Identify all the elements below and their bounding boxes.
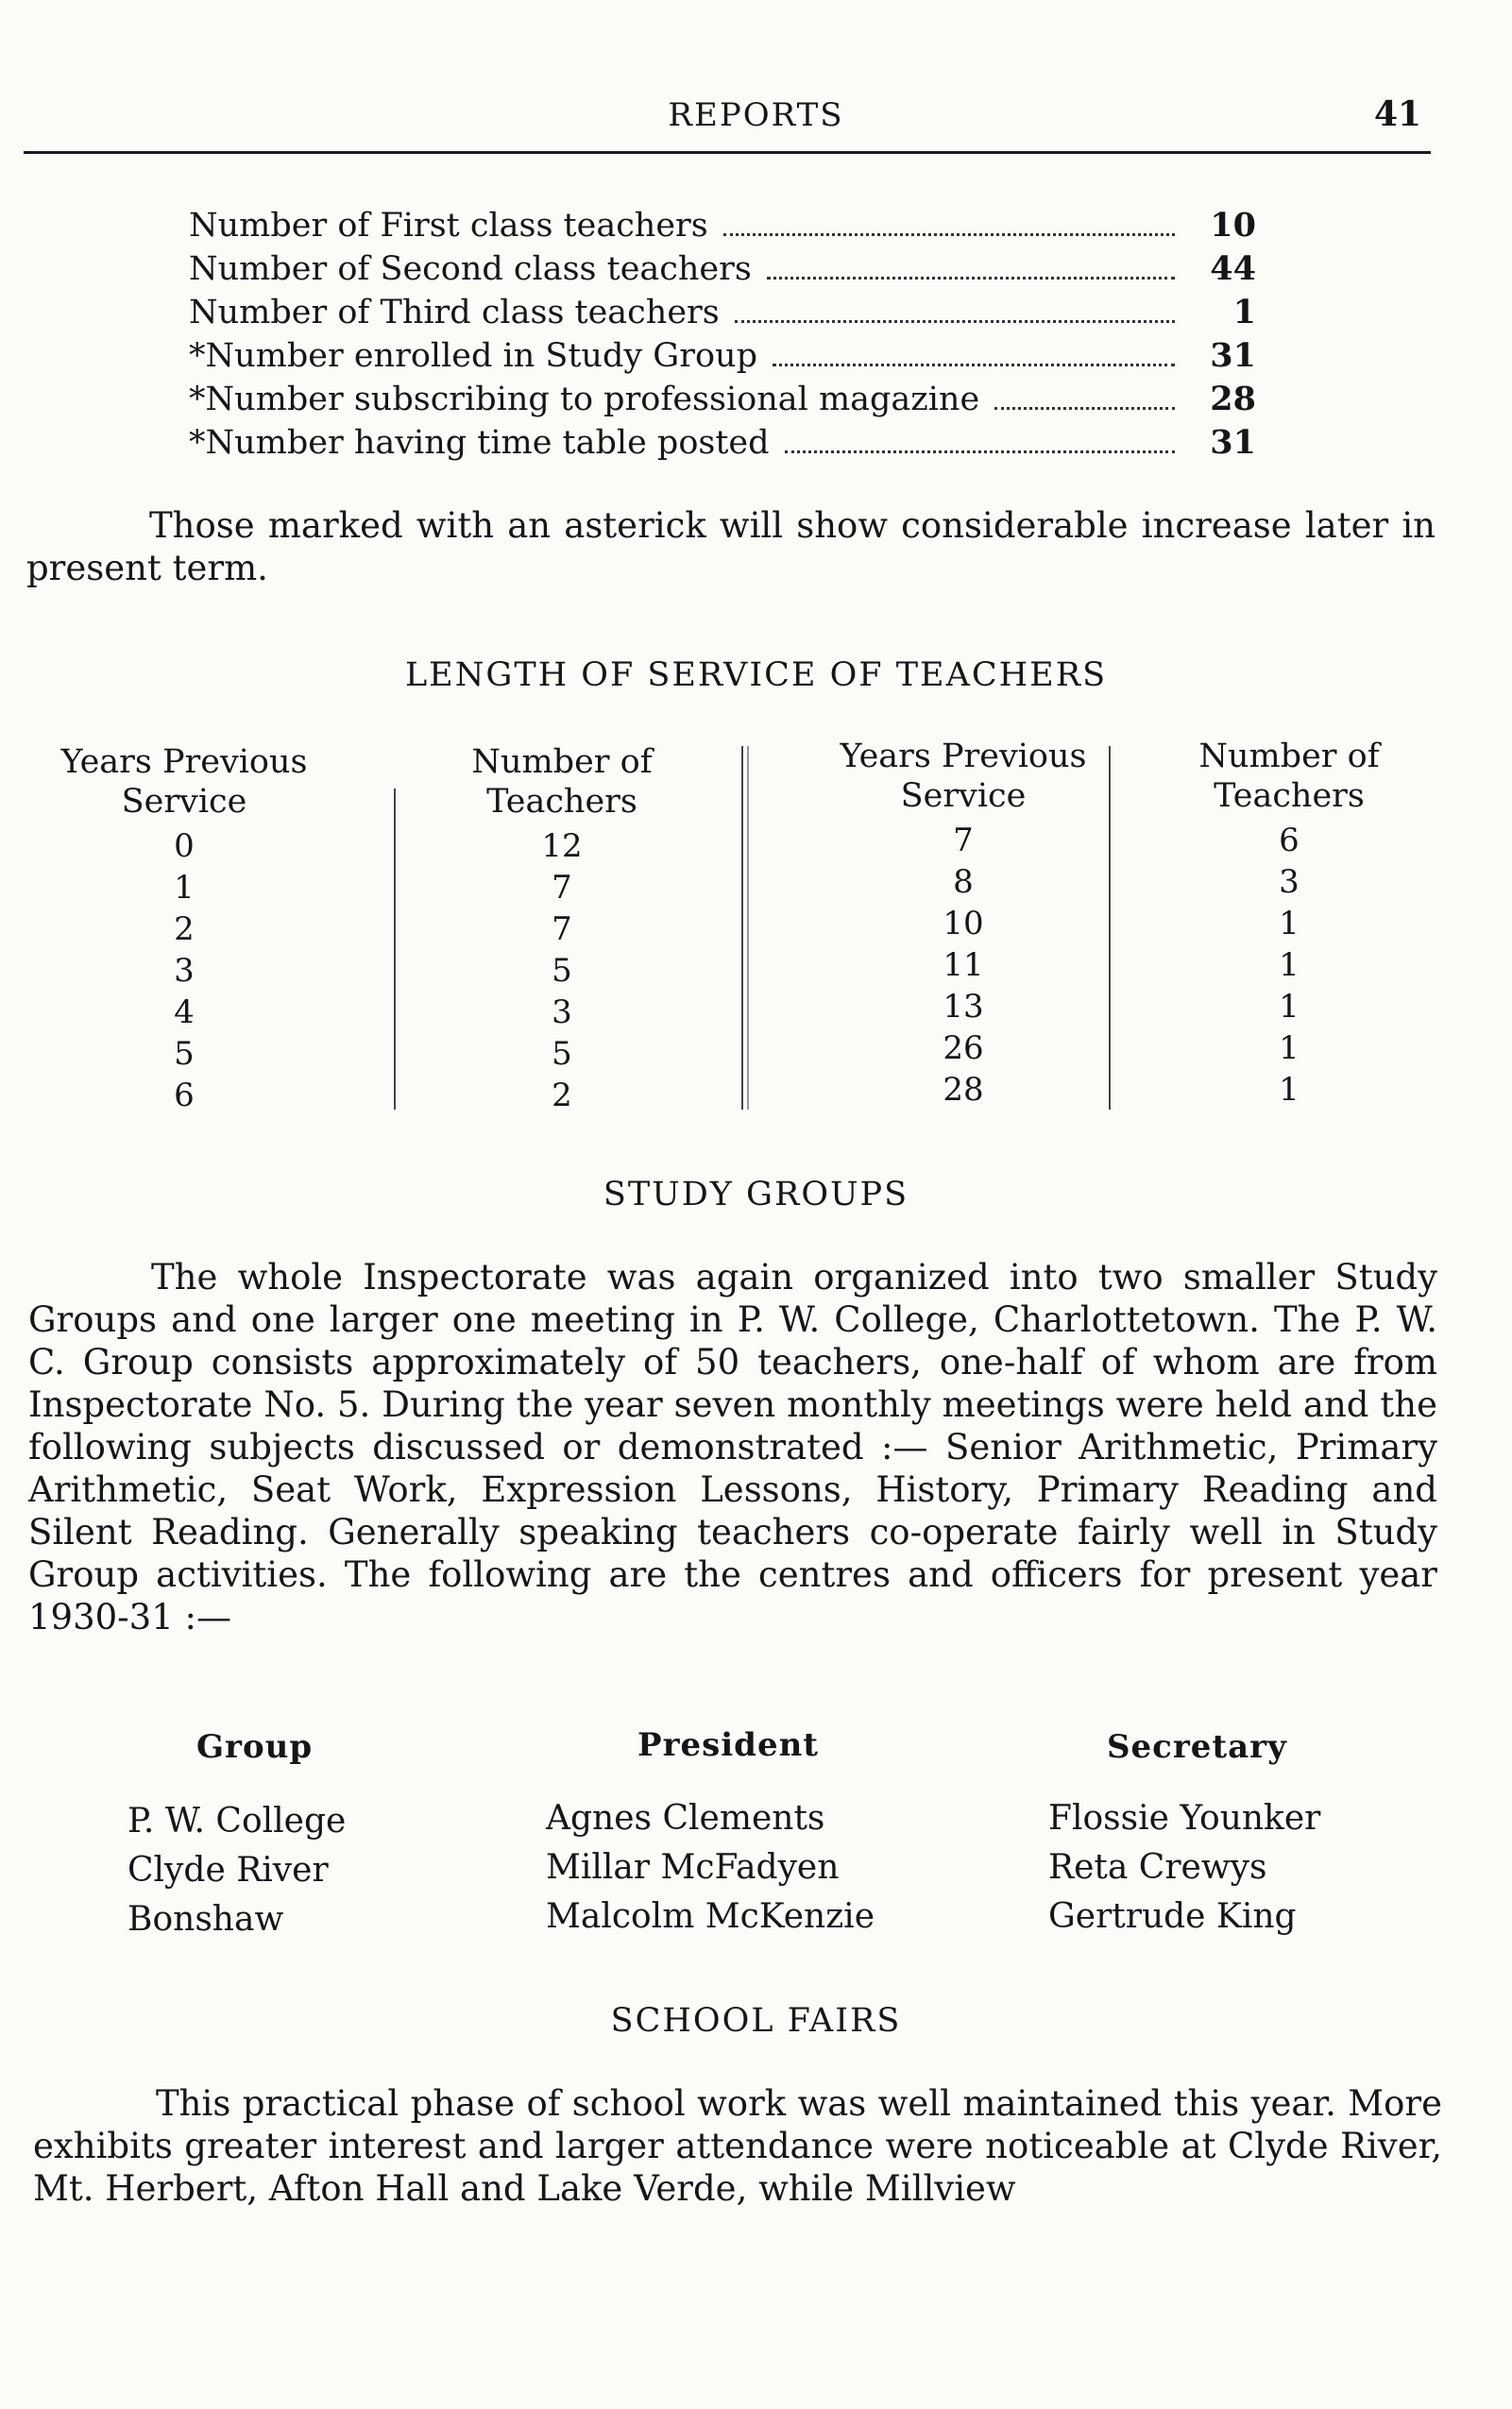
stat-value: 28 — [1210, 380, 1256, 418]
table-cell: Clyde River — [127, 1851, 329, 1890]
table-cell: 10 — [943, 905, 984, 942]
asterisk-note-text: Those marked with an asterick will show considerable increase later in present term. — [26, 505, 1436, 588]
column-header-group: Group — [196, 1728, 314, 1766]
table-cell: 3 — [174, 952, 195, 990]
stat-label: *Number enrolled in Study Group — [189, 337, 757, 375]
table-cell: Millar McFadyen — [546, 1848, 840, 1887]
column-header-secretary: Secretary — [1107, 1728, 1287, 1766]
table-cell: 28 — [943, 1071, 984, 1109]
column-header-line: Years Previous — [60, 743, 308, 781]
stat-value: 10 — [1210, 206, 1256, 245]
table-cell: Reta Crewys — [1048, 1848, 1267, 1887]
table-cell: 3 — [552, 993, 572, 1031]
table-cell: 3 — [1279, 863, 1300, 901]
table-cell: 13 — [943, 988, 984, 1026]
table-cell: 7 — [552, 869, 572, 907]
table-cell: 2 — [552, 1077, 572, 1114]
page-number: 41 — [1374, 94, 1422, 134]
school-fairs-heading: SCHOOL FAIRS — [610, 2002, 902, 2040]
table-cell: 1 — [174, 869, 195, 907]
table-cell: 2 — [174, 910, 195, 948]
column-header-president: President — [637, 1726, 819, 1764]
stat-value: 31 — [1210, 336, 1256, 375]
school-fairs-paragraph — [33, 2082, 1442, 2210]
column-header-line: Service — [121, 783, 247, 821]
table-cell: 26 — [943, 1029, 984, 1067]
column-header-line: Service — [900, 777, 1027, 815]
stat-label: Number of Third class teachers — [189, 294, 720, 331]
study-groups-text: The whole Inspectorate was again organized into two smaller Study Groups and one larger one meeting in P. W. College, Charlottetown. The P. W. C. Group consists approximately of 50 teachers, one-half of whom are from Inspectorate No. 5. During the year seven monthly meetings were held and the following subjects discussed or demonstrated :— Senior Arithmetic, Primary Arithmetic, Seat Work, Expression Lessons, History, Primary Reading and Silent Reading. Generally speaking teachers co-operate fairly well in Study Group activities. The following are the centres and officers for present year 1930-31 :— — [28, 1257, 1437, 1637]
table-cell: 4 — [174, 993, 195, 1031]
column-header-line: Teachers — [486, 783, 637, 821]
table-cell: 5 — [552, 952, 572, 990]
table-cell: 6 — [174, 1077, 195, 1114]
table-cell: 5 — [552, 1035, 572, 1073]
table-cell: Gertrude King — [1048, 1897, 1297, 1936]
study-groups-heading: STUDY GROUPS — [603, 1176, 909, 1213]
stat-label: Number of First class teachers — [189, 207, 708, 245]
table-cell: 12 — [541, 827, 583, 865]
table-cell: 7 — [953, 822, 974, 859]
table-cell: 1 — [1279, 1071, 1300, 1109]
table-cell: 7 — [552, 910, 572, 948]
table-cell: Agnes Clements — [546, 1799, 825, 1838]
table-cell: Bonshaw — [127, 1900, 284, 1939]
table-cell: 5 — [174, 1035, 195, 1073]
column-header-line: Number of — [1198, 738, 1380, 775]
service-heading: LENGTH OF SERVICE OF TEACHERS — [404, 656, 1108, 694]
stat-value: 31 — [1210, 423, 1256, 462]
table-cell: 8 — [953, 863, 974, 901]
table-cell: 11 — [943, 946, 984, 984]
table-cell: 1 — [1279, 946, 1300, 984]
stat-label: Number of Second class teachers — [189, 250, 752, 288]
table-cell: 1 — [1279, 988, 1300, 1026]
table-cell: 1 — [1279, 1029, 1300, 1067]
school-fairs-text: This practical phase of school work was well maintained this year. More exhibits greater interest and larger attendance were noticeable at Clyde River, Mt. Herbert, Afton Hall and Lake Verde, while Millview — [33, 2083, 1442, 2209]
study-groups-paragraph — [28, 1256, 1437, 1638]
running-head: REPORTS — [668, 96, 844, 134]
table-cell: 0 — [174, 827, 195, 865]
table-cell: 6 — [1279, 822, 1300, 859]
table-cell: 1 — [1279, 905, 1300, 942]
column-header-line: Teachers — [1214, 777, 1365, 815]
stat-value: 1 — [1232, 293, 1256, 331]
stat-label: *Number subscribing to professional magazine — [189, 381, 980, 418]
table-cell: P. W. College — [127, 1802, 347, 1841]
table-cell: Flossie Younker — [1048, 1799, 1321, 1838]
table-cell: Malcolm McKenzie — [546, 1897, 875, 1936]
column-header-line: Years Previous — [840, 738, 1087, 775]
stat-label: *Number having time table posted — [189, 424, 770, 462]
stat-value: 44 — [1210, 249, 1256, 288]
column-header-line: Number of — [471, 743, 653, 781]
